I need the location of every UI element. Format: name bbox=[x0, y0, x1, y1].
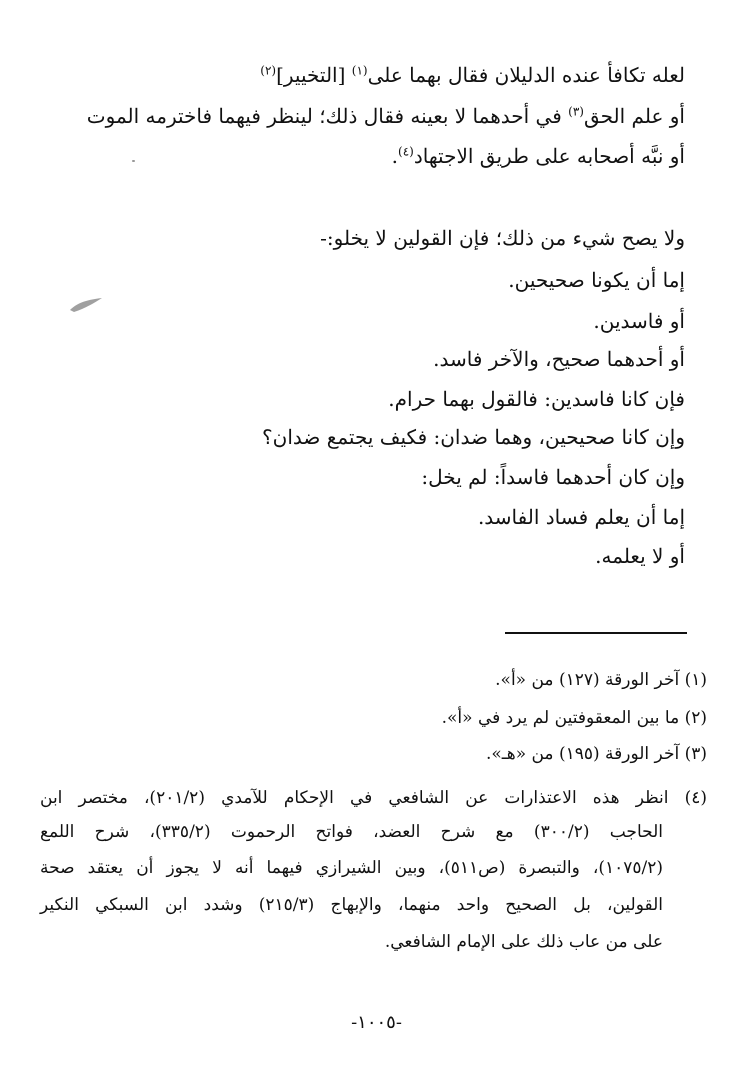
footnote-2: (٢) ما بين المعقوفتين لم يرد في «أ». bbox=[441, 708, 707, 728]
page-number: -١٠٠٥- bbox=[351, 1012, 402, 1033]
footnote-4-line-4: القولين، بل الصحيح واحد منهما، والإبهاج (٢١٥/٣) وشدد ابن السبكي النكير bbox=[40, 895, 664, 915]
body-line-11: إما أن يعلم فساد الفاسد. bbox=[477, 505, 685, 529]
body-line-1-text-b: [التخيير] bbox=[276, 63, 352, 87]
body-line-10: وإن كان أحدهما فاسداً: لم يخل: bbox=[421, 465, 685, 489]
footnote-ref-4: (٤) bbox=[398, 144, 414, 159]
footnote-4-line-1: (٤) انظر هذه الاعتذارات عن الشافعي في الإحكام للآمدي (٢٠١/٢)، مختصر ابن bbox=[40, 788, 707, 808]
body-line-2 bbox=[86, 103, 685, 129]
body-line-3-text-b: . bbox=[391, 144, 398, 168]
body-line-3 bbox=[392, 143, 685, 169]
footnote-ref-3: (٣) bbox=[568, 104, 584, 119]
body-line-7: أو أحدهما صحيح، والآخر فاسد. bbox=[433, 347, 685, 371]
body-line-12: أو لا يعلمه. bbox=[595, 544, 685, 568]
footnote-4-line-5: على من عاب ذلك على الإمام الشافعي. bbox=[384, 932, 663, 952]
footnote-ref-1: (١) bbox=[351, 63, 368, 78]
footnote-4-line-2: الحاجب (٣٠٠/٢) مع شرح العضد، فواتح الرحموت (٣٣٥/٢)، شرح اللمع bbox=[40, 822, 664, 842]
body-line-2-text-b: في أحدهما لا بعينه فقال ذلك؛ لينظر فيهما فاخترمه الموت bbox=[86, 104, 569, 128]
footnote-1: (١) آخر الورقة (١٢٧) من «أ». bbox=[495, 670, 707, 690]
scan-speck bbox=[132, 160, 135, 162]
footnote-ref-2: (٢) bbox=[260, 63, 277, 78]
footnote-3: (٣) آخر الورقة (١٩٥) من «هـ». bbox=[485, 744, 707, 764]
body-line-9: وإن كانا صحيحين، وهما ضدان: فكيف يجتمع ضدان؟ bbox=[262, 425, 685, 449]
body-line-8: فإن كانا فاسدين: فالقول بهما حرام. bbox=[388, 387, 685, 411]
body-line-3-text-a: أو نبَّه أصحابه على طريق الاجتهاد bbox=[413, 144, 685, 168]
body-line-6: أو فاسدين. bbox=[593, 309, 685, 333]
footnote-separator bbox=[505, 632, 687, 634]
body-line-1-text-a: لعله تكافأ عنده الدليلان فقال بهما على bbox=[367, 63, 685, 87]
body-line-1 bbox=[260, 62, 685, 88]
body-line-4: ولا يصح شيء من ذلك؛ فإن القولين لا يخلو:- bbox=[320, 226, 685, 250]
footnote-4-line-3: (١٠٧٥/٢)، والتبصرة (ص٥١١)، وبين الشيرازي فيهما أنه لا يجوز أن يعتقد صحة bbox=[40, 858, 664, 878]
scan-smudge bbox=[68, 296, 104, 314]
body-line-2-text-a: أو علم الحق bbox=[583, 104, 685, 128]
body-line-5: إما أن يكونا صحيحين. bbox=[508, 268, 685, 292]
